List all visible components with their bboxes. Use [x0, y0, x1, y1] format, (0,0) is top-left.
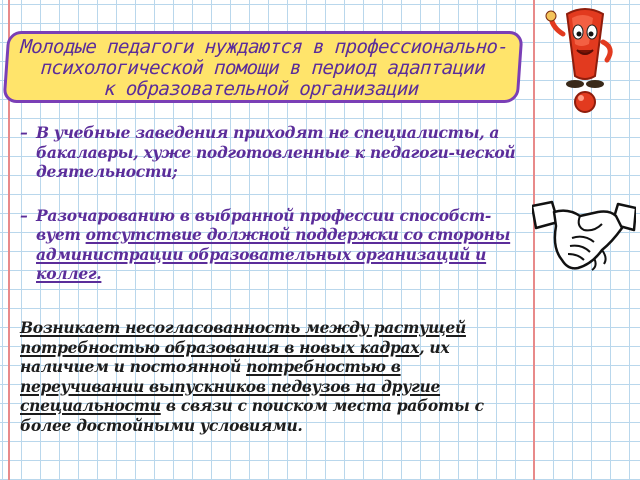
exclamation-mark-character-icon: [545, 4, 625, 114]
title-line-1: Молодые педагоги нуждаются в профессионально-: [19, 36, 510, 58]
conclusion-part-4: потребностью в переучивании выпускников педвузов на другие специальности: [20, 357, 441, 416]
title-banner: [2, 31, 523, 103]
title-line-2: психологической помощи в период адаптации: [39, 57, 486, 79]
bullet-dash: –: [20, 205, 28, 225]
bullet-item: [20, 206, 530, 284]
bullet-dash: –: [20, 123, 28, 142]
conclusion-part-2: между растущей потребностью образования в новых кадрах: [20, 318, 466, 357]
conclusion-part-5: в связи с поиском места работы с более достойными условиями.: [20, 396, 484, 435]
bullet-text: [36, 206, 530, 284]
handshake-icon: [532, 198, 636, 288]
bullet-item: [20, 123, 530, 182]
bullet-list: [20, 123, 530, 308]
conclusion-part-3: , их наличием и постоянной: [20, 337, 450, 377]
bullet-text-plain: Разочарованию в выбранной профессии способст-вует: [36, 205, 492, 244]
conclusion-part-1: Возникает несогласованность: [20, 318, 306, 337]
title-line-3: к образовательной организации: [103, 78, 420, 100]
bullet-text-underlined: отсутствие должной поддержки со стороны администрации образовательных организаций и коллег.: [36, 225, 511, 283]
conclusion-paragraph: [20, 318, 520, 436]
bullet-text: В учебные заведения приходят не специалисты, а бакалавры, хуже подготовленные к педагоги-ческой деятельности;: [36, 123, 516, 181]
